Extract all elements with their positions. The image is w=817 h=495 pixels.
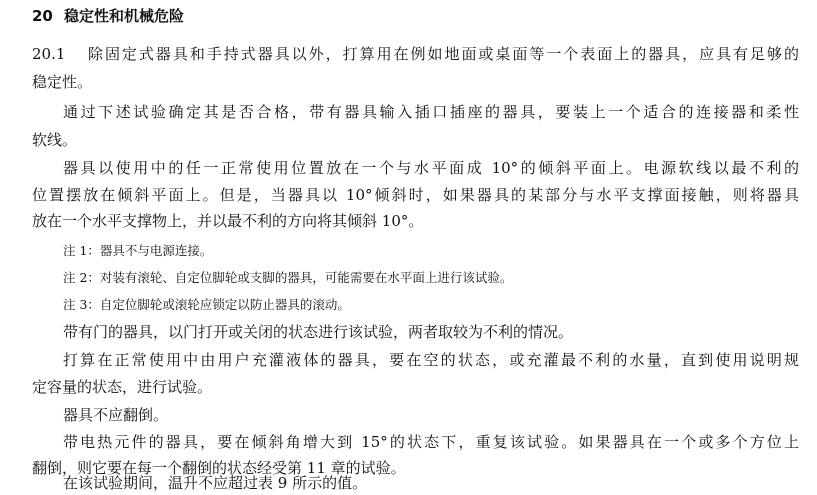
- section-number: 20: [32, 7, 53, 25]
- clause-20-1-line-1: [32, 44, 799, 64]
- connector-paragraph-line-1: 通过下述试验确定其是否合格，带有器具输入插口插座的器具，要装上一个适合的连接器和柔性: [63, 103, 799, 121]
- note-1: 注 1：器具不与电源连接。: [63, 243, 213, 258]
- connector-paragraph-line-2: 软线。: [32, 131, 78, 149]
- incline-paragraph-line-2: 位置摆放在倾斜平面上。但是，当器具以 10°倾斜时，如果器具的某部分与水平支撑面接触，则将器具: [32, 186, 799, 204]
- heating-paragraph-line-1: 带电热元件的器具，要在倾斜角增大到 15°的状态下，重复该试验。如果器具在一个或多个方位上: [63, 433, 799, 451]
- liquid-paragraph-line-1: 打算在正常使用中由用户充灌液体的器具，要在空的状态，或充灌最不利的水量，直到使用说明规: [63, 351, 799, 369]
- section-heading: [32, 6, 184, 26]
- temperature-paragraph: 在该试验期间，温升不应超过表 9 所示的值。: [63, 474, 368, 492]
- no-overturn-paragraph: 器具不应翻倒。: [63, 406, 169, 424]
- clause-text-line-1: 除固定式器具和手持式器具以外，打算用在例如地面或桌面等一个表面上的器具，应具有足够的: [86, 45, 799, 63]
- note-3: 注 3：自定位脚轮或滚轮应锁定以防止器具的滚动。: [63, 297, 350, 312]
- clause-number: 20.1: [32, 45, 66, 63]
- section-title: 稳定性和机械危险: [64, 7, 185, 25]
- note-2: 注 2：对装有滚轮、自定位脚轮或支脚的器具，可能需要在水平面上进行该试验。: [63, 270, 513, 285]
- door-paragraph: 带有门的器具，以门打开或关闭的状态进行该试验，两者取较为不利的情况。: [63, 323, 574, 341]
- incline-paragraph-line-3: 放在一个水平支撑物上，并以最不利的方向将其倾斜 10°。: [32, 212, 424, 230]
- heating-paragraph-line-2: 翻倒，则它要在每一个翻倒的状态经受第 11 章的试验。: [32, 459, 406, 477]
- incline-paragraph-line-1: 器具以使用中的任一正常使用位置放在一个与水平面成 10°的倾斜平面上。电源软线以最不利的: [63, 159, 799, 177]
- clause-text-line-2: 稳定性。: [32, 73, 93, 91]
- liquid-paragraph-line-2: 定容量的状态，进行试验。: [32, 378, 213, 396]
